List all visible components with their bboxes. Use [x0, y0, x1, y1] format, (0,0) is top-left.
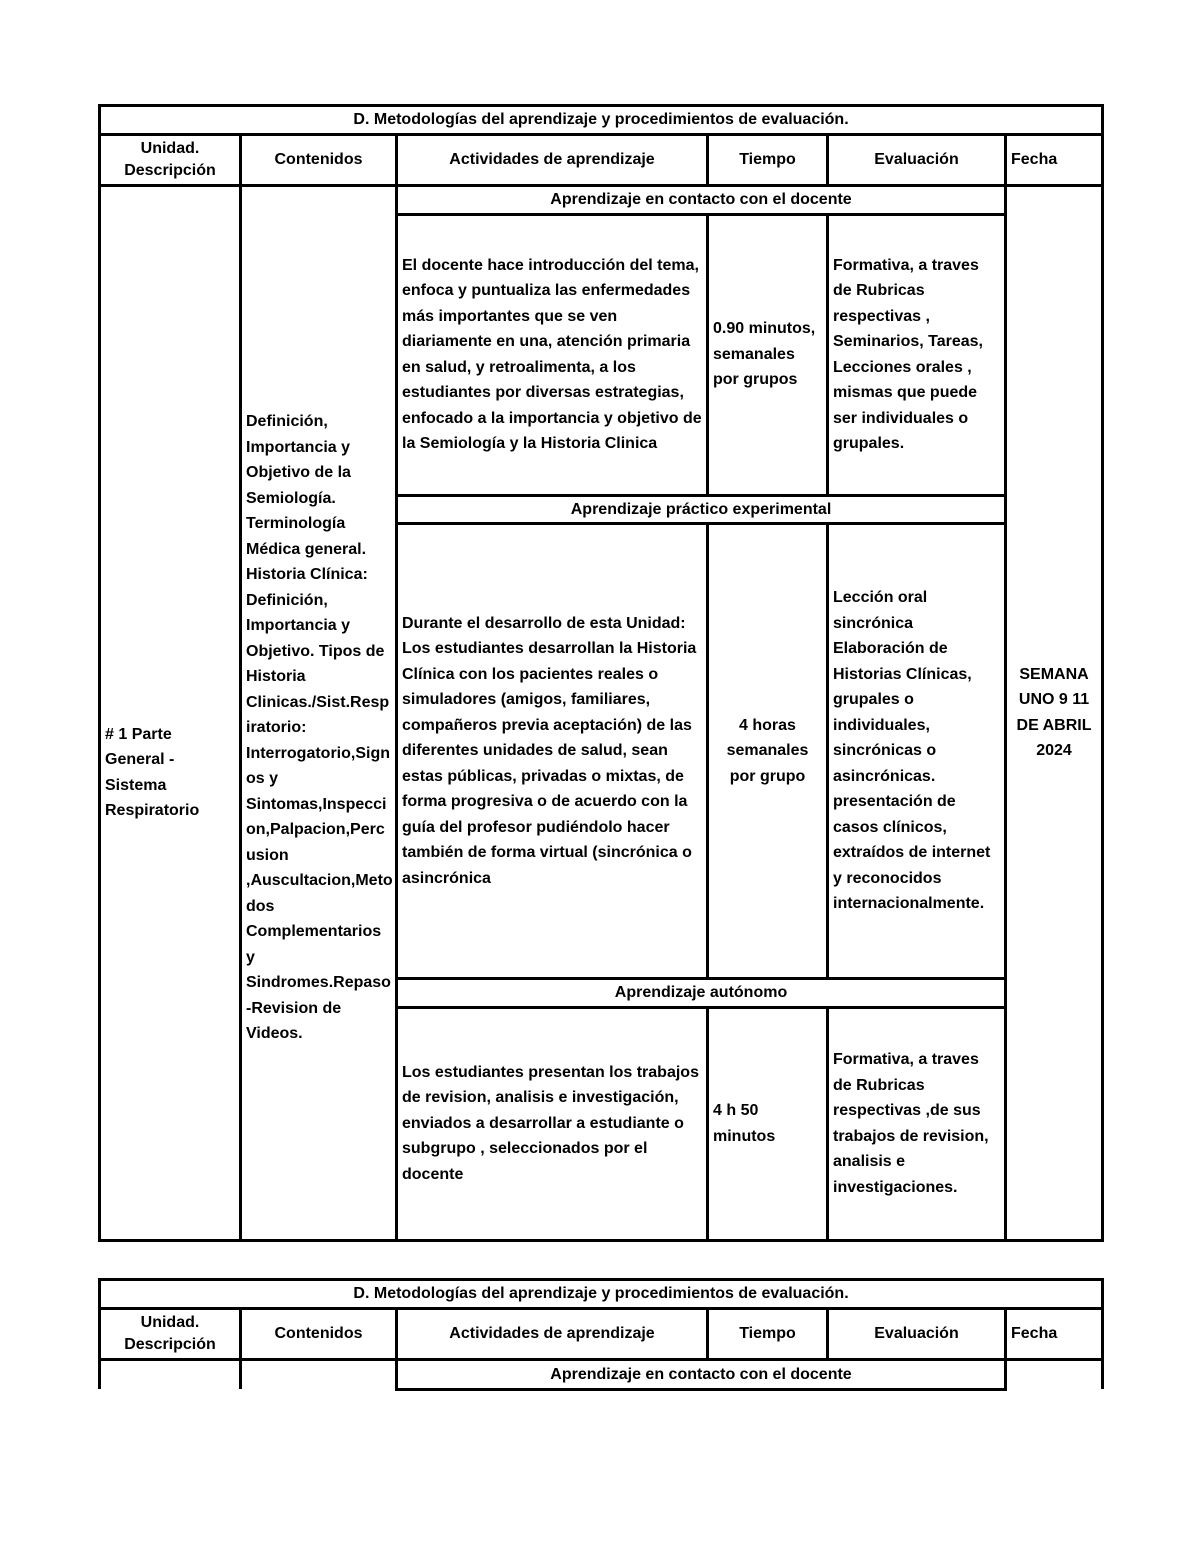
section-label-docente: Aprendizaje en contacto con el docente: [397, 186, 1006, 215]
tiempo-practico: 4 horas semanales por grupo: [708, 524, 828, 979]
fecha-cell: [1006, 1360, 1103, 1390]
table-title: D. Metodologías del aprendizaje y procedimientos de evaluación.: [100, 106, 1103, 135]
contenidos-cell: [241, 1360, 397, 1390]
actividad-practico: Durante el desarrollo de esta Unidad: Los estudiantes desarrollan la Historia Clínica con los pacientes reales o simuladores (amigos, familiares, compañeros previa aceptación) de las diferentes unidades de salud, sean estas públicas, privadas o mixtas, de forma progresiva o de acuerdo con la guía del profesor pudiéndolo hacer también de forma virtual (sincrónica o asincrónica: [397, 524, 708, 979]
actividad-docente: El docente hace introducción del tema, enfoca y puntualiza las enfermedades más importantes que se ven diariamente en una, atención primaria en salud, y retroalimenta, a los estudiantes por diversas estrategias, enfocado a la importancia y objetivo de la Semiología y la Historia Clinica: [397, 214, 708, 495]
header-actividades: Actividades de aprendizaje: [397, 1309, 708, 1360]
header-evaluacion: Evaluación: [828, 1309, 1006, 1360]
table-title: D. Metodologías del aprendizaje y procedimientos de evaluación.: [100, 1280, 1103, 1309]
header-evaluacion: Evaluación: [828, 135, 1006, 186]
header-fecha: Fecha: [1006, 1309, 1103, 1360]
fecha-cell: SEMANA UNO 9 11 DE ABRIL 2024: [1006, 186, 1103, 1241]
tiempo-docente: 0.90 minutos, semanales por grupos: [708, 214, 828, 495]
header-fecha: Fecha: [1006, 135, 1103, 186]
header-contenidos: Contenidos: [241, 135, 397, 186]
methodology-table-continued: [98, 1278, 1104, 1391]
evaluacion-autonomo: Formativa, a traves de Rubricas respectivas ,de sus trabajos de revision, analisis e investigaciones.: [828, 1007, 1006, 1240]
unidad-cell: [100, 1360, 241, 1390]
header-contenidos: Contenidos: [241, 1309, 397, 1360]
evaluacion-docente: Formativa, a traves de Rubricas respectivas , Seminarios, Tareas, Lecciones orales , mismas que puede ser individuales o grupales.: [828, 214, 1006, 495]
header-actividades: Actividades de aprendizaje: [397, 135, 708, 186]
header-unidad: Unidad. Descripción: [100, 135, 241, 186]
contenidos-cell: Definición, Importancia y Objetivo de la Semiología. Terminología Médica general. Historia Clínica: Definición, Importancia y Objetivo. Tipos de Historia Clinicas./Sist.Respiratorio: Interrogatorio,Signos y Sintomas,Inspeccion,Palpacion,Percusion ,Auscultacion,Metodos Complementarios y Sindromes.Repaso-Revision de Videos.: [241, 186, 397, 1241]
tiempo-autonomo: 4 h 50 minutos: [708, 1007, 828, 1240]
unidad-cell: # 1 Parte General - Sistema Respiratorio: [100, 186, 241, 1241]
header-tiempo: Tiempo: [708, 135, 828, 186]
header-tiempo: Tiempo: [708, 1309, 828, 1360]
section-label-practico: Aprendizaje práctico experimental: [397, 495, 1006, 524]
evaluacion-practico: Lección oral sincrónica Elaboración de Historias Clínicas, grupales o individuales, sincrónicas o asincrónicas. presentación de casos clínicos, extraídos de internet y reconocidos internacionalmente.: [828, 524, 1006, 979]
section-label-docente: Aprendizaje en contacto con el docente: [397, 1360, 1006, 1390]
methodology-table: [98, 104, 1104, 1242]
header-unidad: Unidad. Descripción: [100, 1309, 241, 1360]
section-label-autonomo: Aprendizaje autónomo: [397, 979, 1006, 1008]
actividad-autonomo: Los estudiantes presentan los trabajos de revision, analisis e investigación, enviados a desarrollar a estudiante o subgrupo , seleccionados por el docente: [397, 1007, 708, 1240]
